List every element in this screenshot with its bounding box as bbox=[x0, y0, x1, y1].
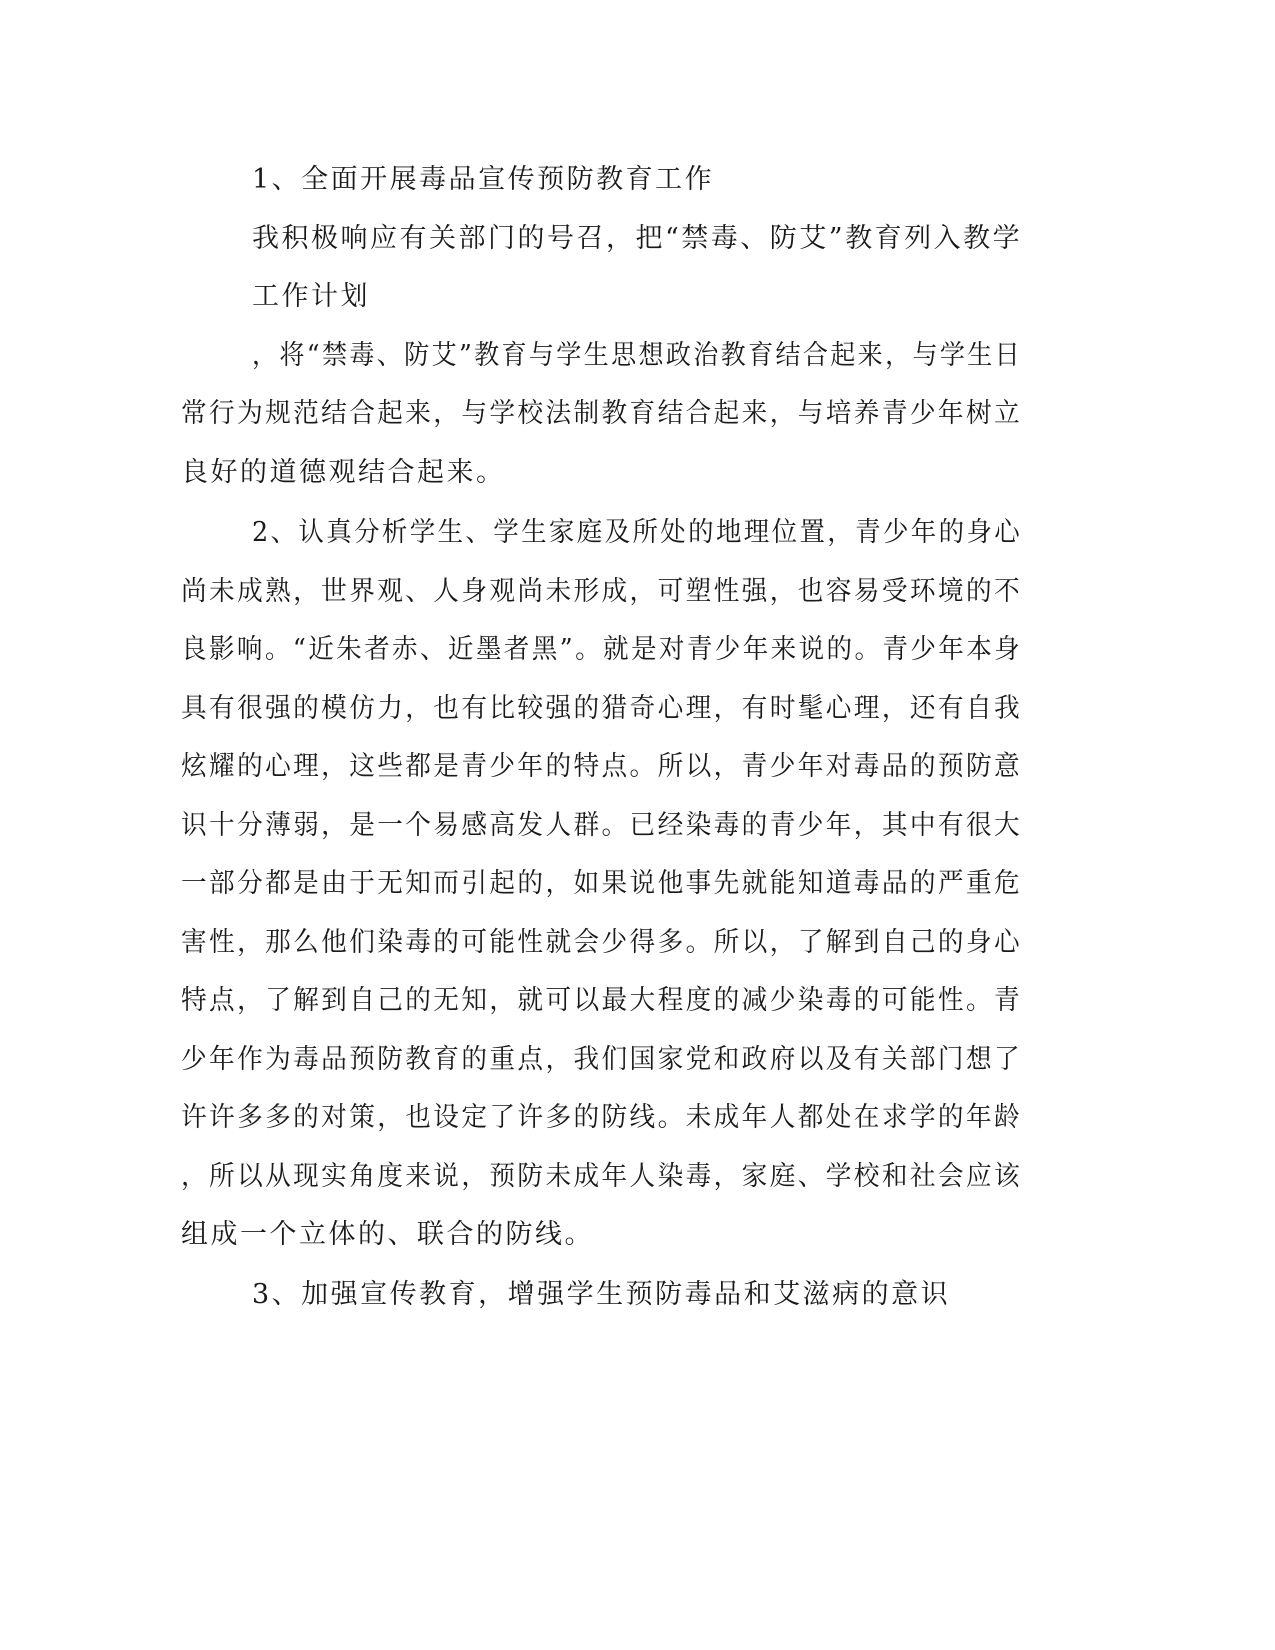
paragraph-line: 炫耀的心理，这些都是青少年的特点。所以，青少年对毒品的预防意 bbox=[181, 751, 1023, 782]
paragraph-line: 工作计划 bbox=[252, 281, 370, 312]
paragraph-line: 良好的道德观结合起来。 bbox=[181, 457, 506, 488]
paragraph-line: 组成一个立体的、联合的防线。 bbox=[181, 1219, 594, 1250]
paragraph-line: 识十分薄弱，是一个易感高发人群。已经染毒的青少年，其中有很大 bbox=[181, 810, 1023, 841]
paragraph-line: 一部分都是由于无知而引起的，如果说他事先就能知道毒品的严重危 bbox=[181, 868, 1023, 899]
heading-3: 3、加强宣传教育，增强学生预防毒品和艾滋病的意识 bbox=[252, 1279, 951, 1310]
paragraph-line: 特点，了解到自己的无知，就可以最大程度的减少染毒的可能性。青 bbox=[181, 985, 1023, 1016]
paragraph-line: 常行为规范结合起来，与学校法制教育结合起来，与培养青少年树立 bbox=[181, 398, 1023, 429]
paragraph-line: ，将“禁毒、防艾”教育与学生思想政治教育结合起来，与学生日 bbox=[252, 340, 1023, 371]
paragraph-line: 良影响。“近朱者赤、近墨者黑”。就是对青少年来说的。青少年本身 bbox=[181, 634, 1023, 665]
paragraph-line: 尚未成熟，世界观、人身观尚未形成，可塑性强，也容易受环境的不 bbox=[181, 576, 1023, 607]
paragraph-line: 少年作为毒品预防教育的重点，我们国家党和政府以及有关部门想了 bbox=[181, 1044, 1023, 1075]
heading-2: 2、认真分析学生、学生家庭及所处的地理位置，青少年的身心 bbox=[252, 517, 1023, 548]
paragraph-line: 具有很强的模仿力，也有比较强的猎奇心理，有时髦心理，还有自我 bbox=[181, 693, 1023, 724]
paragraph-line: 害性，那么他们染毒的可能性就会少得多。所以，了解到自己的身心 bbox=[181, 927, 1023, 958]
paragraph-line: 许许多多的对策，也设定了许多的防线。未成年人都处在求学的年龄 bbox=[181, 1102, 1023, 1133]
paragraph-line: ，所以从现实角度来说，预防未成年人染毒，家庭、学校和社会应该 bbox=[181, 1161, 1023, 1192]
paragraph-line: 我积极响应有关部门的号召，把“禁毒、防艾”教育列入教学 bbox=[252, 223, 1023, 254]
heading-1: 1、全面开展毒品宣传预防教育工作 bbox=[252, 164, 715, 195]
